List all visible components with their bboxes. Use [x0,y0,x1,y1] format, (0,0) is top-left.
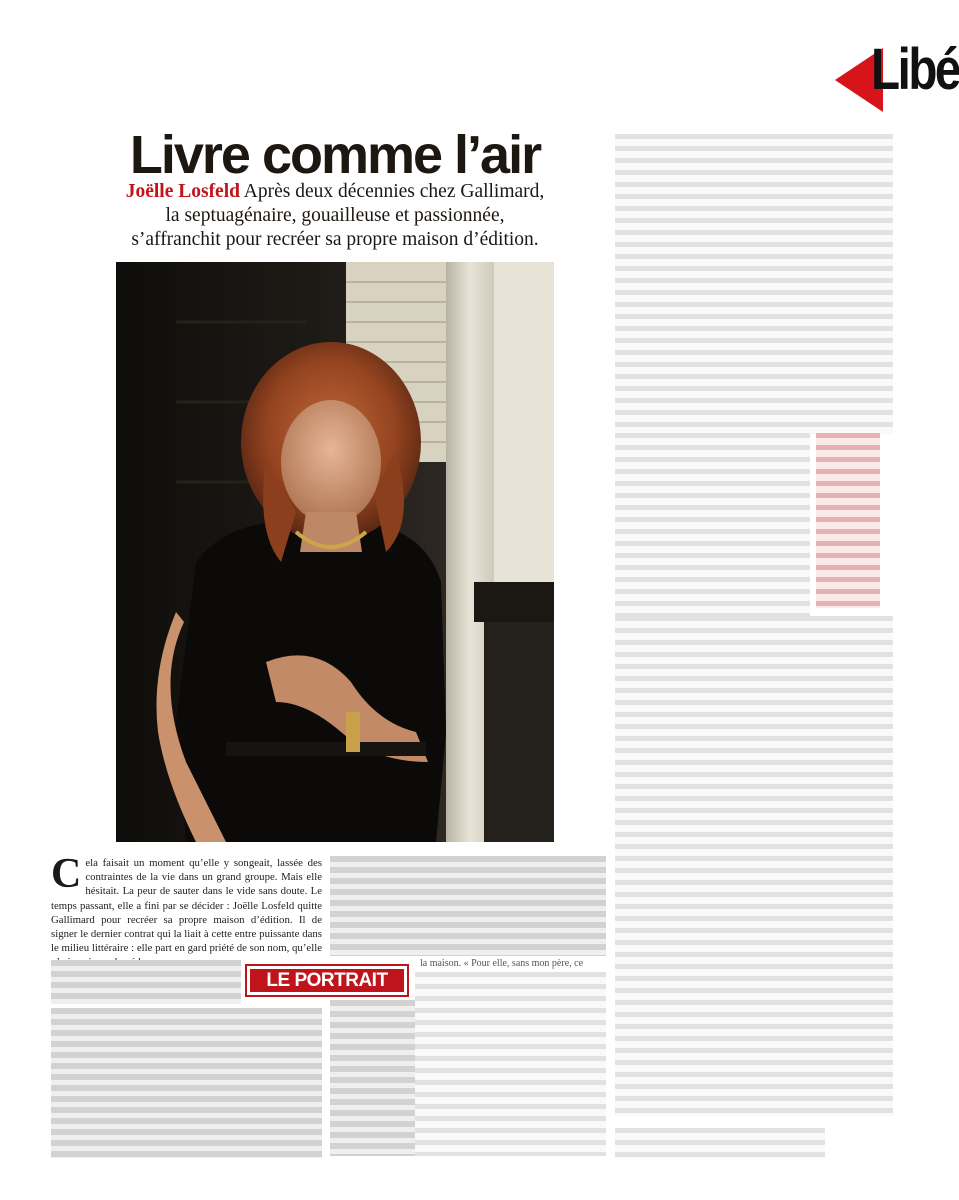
section-badge [245,964,409,997]
standfirst-line-2: la septuagénaire, gouailleuse et passionnée, [165,205,505,226]
section-badge-label: LE PORTRAIT [250,969,404,992]
article-column-left-bottom [51,1008,322,1158]
standfirst-line-3: s’affranchit pour recréer sa propre maison d’édition. [131,229,539,250]
standfirst-line-1: Après deux décennies chez Gallimard, [243,181,545,202]
logo-text: Libé [871,37,959,102]
article-column-right [615,134,893,434]
drop-cap: C [51,851,82,897]
portrait-photo [116,262,554,842]
sidebar-bio-box [816,433,880,608]
article-snippet: la maison. « Pour elle, sans mon père, ce [420,958,584,969]
standfirst [55,180,615,252]
article-footer-credits [615,1128,825,1158]
liberation-logo [835,37,959,120]
subject-name: Joëlle Losfeld [125,181,240,202]
intro-text: ela faisait un moment qu’elle y songeait, lassée des contraintes de la vie dans un grand groupe. Mais elle hésitait. La peur de sauter dans le vide sans doute. Le temps passant, elle a fini par se décider : Joëlle Losfeld quitte Gallimard pour recréer sa propre maison d’édition. Il de signer le dernier contrat qui la liait à cette entre puissante dans le milieu littéraire : elle part en gard priété de son nom, qu’elle [51,857,322,955]
article-intro [51,851,322,970]
article-column-right-lower [615,616,893,1116]
article-column-middle-lower [415,972,606,1156]
article-column-right-mid [615,433,810,616]
headline: Livre comme l’air [129,125,541,185]
article-column-left-lower [51,960,241,1004]
article-column-middle [330,856,606,956]
article-column-middle-bottom [330,1000,415,1156]
